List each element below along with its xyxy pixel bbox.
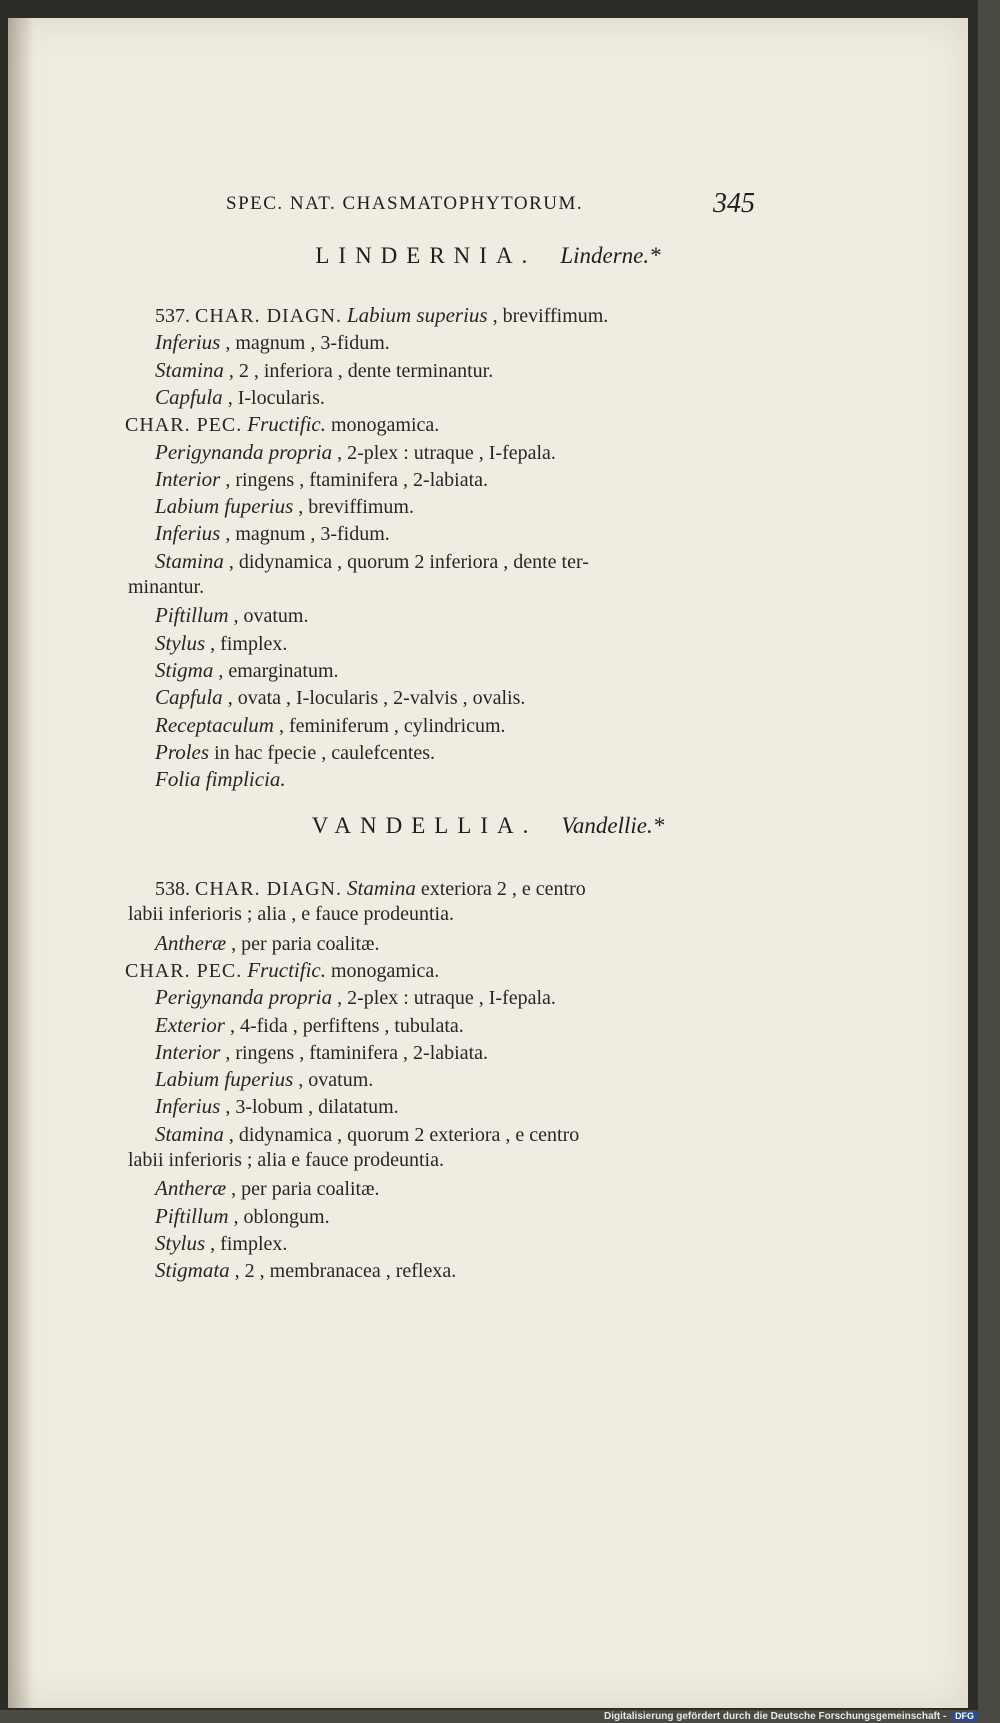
text-line	[155, 385, 325, 410]
botanical-term: Stigmata	[155, 1258, 230, 1283]
description-text: , ringens , ftaminifera , 2-labiata.	[225, 1041, 489, 1064]
description-text: , breviffimum.	[298, 496, 414, 519]
botanical-term: Stamina	[155, 548, 224, 573]
dfg-logo: DFG	[952, 1711, 977, 1721]
description-text: minantur.	[128, 576, 205, 598]
text-line	[155, 931, 379, 956]
text-line	[155, 1204, 330, 1229]
botanical-term: Stylus	[155, 1230, 206, 1255]
character-label: CHAR. DIAGN.	[195, 305, 342, 327]
description-text: , fimplex.	[210, 632, 288, 655]
description-text: , 2 , inferiora , dente terminantur.	[228, 359, 494, 382]
description-text: in hac fpecie , caulefcentes.	[214, 741, 436, 764]
text-line	[125, 958, 439, 983]
footer-credit	[604, 1711, 1000, 1723]
text-line	[155, 985, 556, 1010]
running-title: SPEC. NAT. CHASMATOPHYTORUM.	[226, 193, 584, 214]
text-line	[155, 876, 586, 901]
page-spine-shadow	[8, 18, 34, 1708]
description-text: , feminiferum , cylindricum.	[278, 714, 506, 737]
botanical-term: Capfula	[155, 384, 223, 409]
botanical-term: Perigynanda propria	[155, 985, 333, 1010]
botanical-term: Labium fuperius	[155, 494, 294, 519]
entry-number: 537.	[155, 305, 190, 327]
botanical-term: Exterior	[155, 1012, 225, 1037]
description-text: , breviffimum.	[492, 305, 609, 327]
description-text: , ovata , I-locularis , 2-valvis , ovalis.	[227, 687, 526, 710]
text-line	[155, 494, 414, 519]
description-text: , oblongum.	[233, 1205, 330, 1228]
description-text: , ringens , ftaminifera , 2-labiata.	[225, 468, 489, 491]
botanical-term: Receptaculum	[155, 712, 274, 737]
description-text: , 2 , membranacea , reflexa.	[234, 1260, 457, 1283]
text-line	[155, 1067, 373, 1092]
description-text: labii inferioris ; alia e fauce prodeuntia.	[128, 1149, 444, 1171]
genus-name: VANDELLIA.	[311, 813, 538, 838]
genus-common-name: Linderne.*	[560, 243, 661, 268]
botanical-term: Stylus	[155, 630, 206, 655]
text-line	[155, 1040, 488, 1065]
botanical-term: Proles	[155, 739, 210, 764]
botanical-term: Fructific.	[247, 412, 326, 437]
text-line	[155, 440, 556, 465]
text-line	[155, 303, 608, 328]
description-text: , didynamica , quorum 2 inferiora , dente ter-	[228, 550, 589, 573]
text-line	[155, 1176, 379, 1201]
description-text: , per paria coalitæ.	[231, 1178, 380, 1201]
text-line	[155, 658, 339, 683]
botanical-term: Antheræ	[155, 930, 227, 955]
botanical-term: Inferius	[155, 330, 221, 355]
character-label: CHAR. PEC.	[125, 959, 243, 982]
text-line	[155, 1094, 399, 1119]
entry-number: 538.	[155, 878, 190, 900]
text-line	[155, 767, 286, 792]
text-line	[155, 685, 525, 710]
description-text: , 2-plex : utraque , I-fepala.	[337, 987, 556, 1010]
description-text: , magnum , 3-fidum.	[225, 523, 390, 546]
text-line	[155, 1231, 287, 1256]
botanical-term: Stamina	[155, 1121, 224, 1146]
description-text: , ovatum.	[233, 605, 309, 628]
genus-heading	[8, 813, 968, 839]
botanical-term: Piftillum	[155, 603, 229, 628]
botanical-term: Interior	[155, 1039, 221, 1064]
text-line	[155, 1258, 456, 1283]
text-line	[128, 903, 454, 926]
description-text: , fimplex.	[210, 1232, 288, 1255]
botanical-term: Antheræ	[155, 1176, 227, 1201]
footer-text: Digitalisierung gefördert durch die Deutsche Forschungsgemeinschaft -	[604, 1711, 947, 1722]
text-line	[155, 603, 309, 628]
genus-name: LINDERNIA.	[315, 243, 537, 268]
description-text: monogamica.	[330, 959, 440, 982]
text-line	[155, 1122, 579, 1147]
text-line	[125, 412, 439, 437]
description-text: , ovatum.	[298, 1069, 374, 1092]
text-line	[155, 1013, 464, 1038]
page-number: 345	[713, 188, 755, 219]
genus-heading	[8, 243, 968, 269]
text-line	[155, 467, 488, 492]
botanical-term: Perigynanda propria	[155, 439, 333, 464]
botanical-term: Labium superius	[347, 303, 488, 327]
description-text: labii inferioris ; alia , e fauce prodeuntia.	[128, 903, 454, 926]
botanical-term: Stamina	[347, 876, 416, 900]
botanical-term: Inferius	[155, 521, 221, 546]
botanical-term: Stamina	[155, 357, 224, 382]
botanical-term: Piftillum	[155, 1203, 229, 1228]
description-text: monogamica.	[330, 414, 440, 437]
text-line	[155, 330, 390, 355]
text-line	[155, 549, 589, 574]
description-text: , I-locularis.	[227, 386, 325, 409]
description-text: , 2-plex : utraque , I-fepala.	[337, 441, 556, 464]
botanical-term: Folia fimplicia.	[155, 767, 286, 792]
description-text: , didynamica , quorum 2 exteriora , e centro	[228, 1123, 580, 1146]
botanical-term: Fructific.	[247, 957, 326, 982]
botanical-term: Inferius	[155, 1094, 221, 1119]
text-line	[128, 576, 204, 599]
genus-common-name: Vandellie.*	[561, 813, 665, 838]
description-text: , magnum , 3-fidum.	[225, 332, 390, 355]
botanical-term: Interior	[155, 466, 221, 491]
text-line	[128, 1149, 444, 1172]
description-text: , 3-lobum , dilatatum.	[225, 1096, 399, 1119]
text-line	[155, 521, 390, 546]
text-line	[155, 713, 506, 738]
book-page	[8, 18, 968, 1708]
description-text: , emarginatum.	[218, 659, 339, 682]
text-line	[155, 740, 435, 765]
character-label: CHAR. DIAGN.	[195, 878, 342, 900]
botanical-term: Stigma	[155, 657, 214, 682]
botanical-term: Capfula	[155, 685, 223, 710]
description-text: , 4-fida , perfiftens , tubulata.	[229, 1014, 464, 1037]
character-label: CHAR. PEC.	[125, 414, 243, 437]
text-line	[155, 631, 287, 656]
description-text: , per paria coalitæ.	[231, 932, 380, 955]
text-line	[155, 358, 493, 383]
description-text: exteriora 2 , e centro	[420, 878, 586, 900]
botanical-term: Labium fuperius	[155, 1067, 294, 1092]
